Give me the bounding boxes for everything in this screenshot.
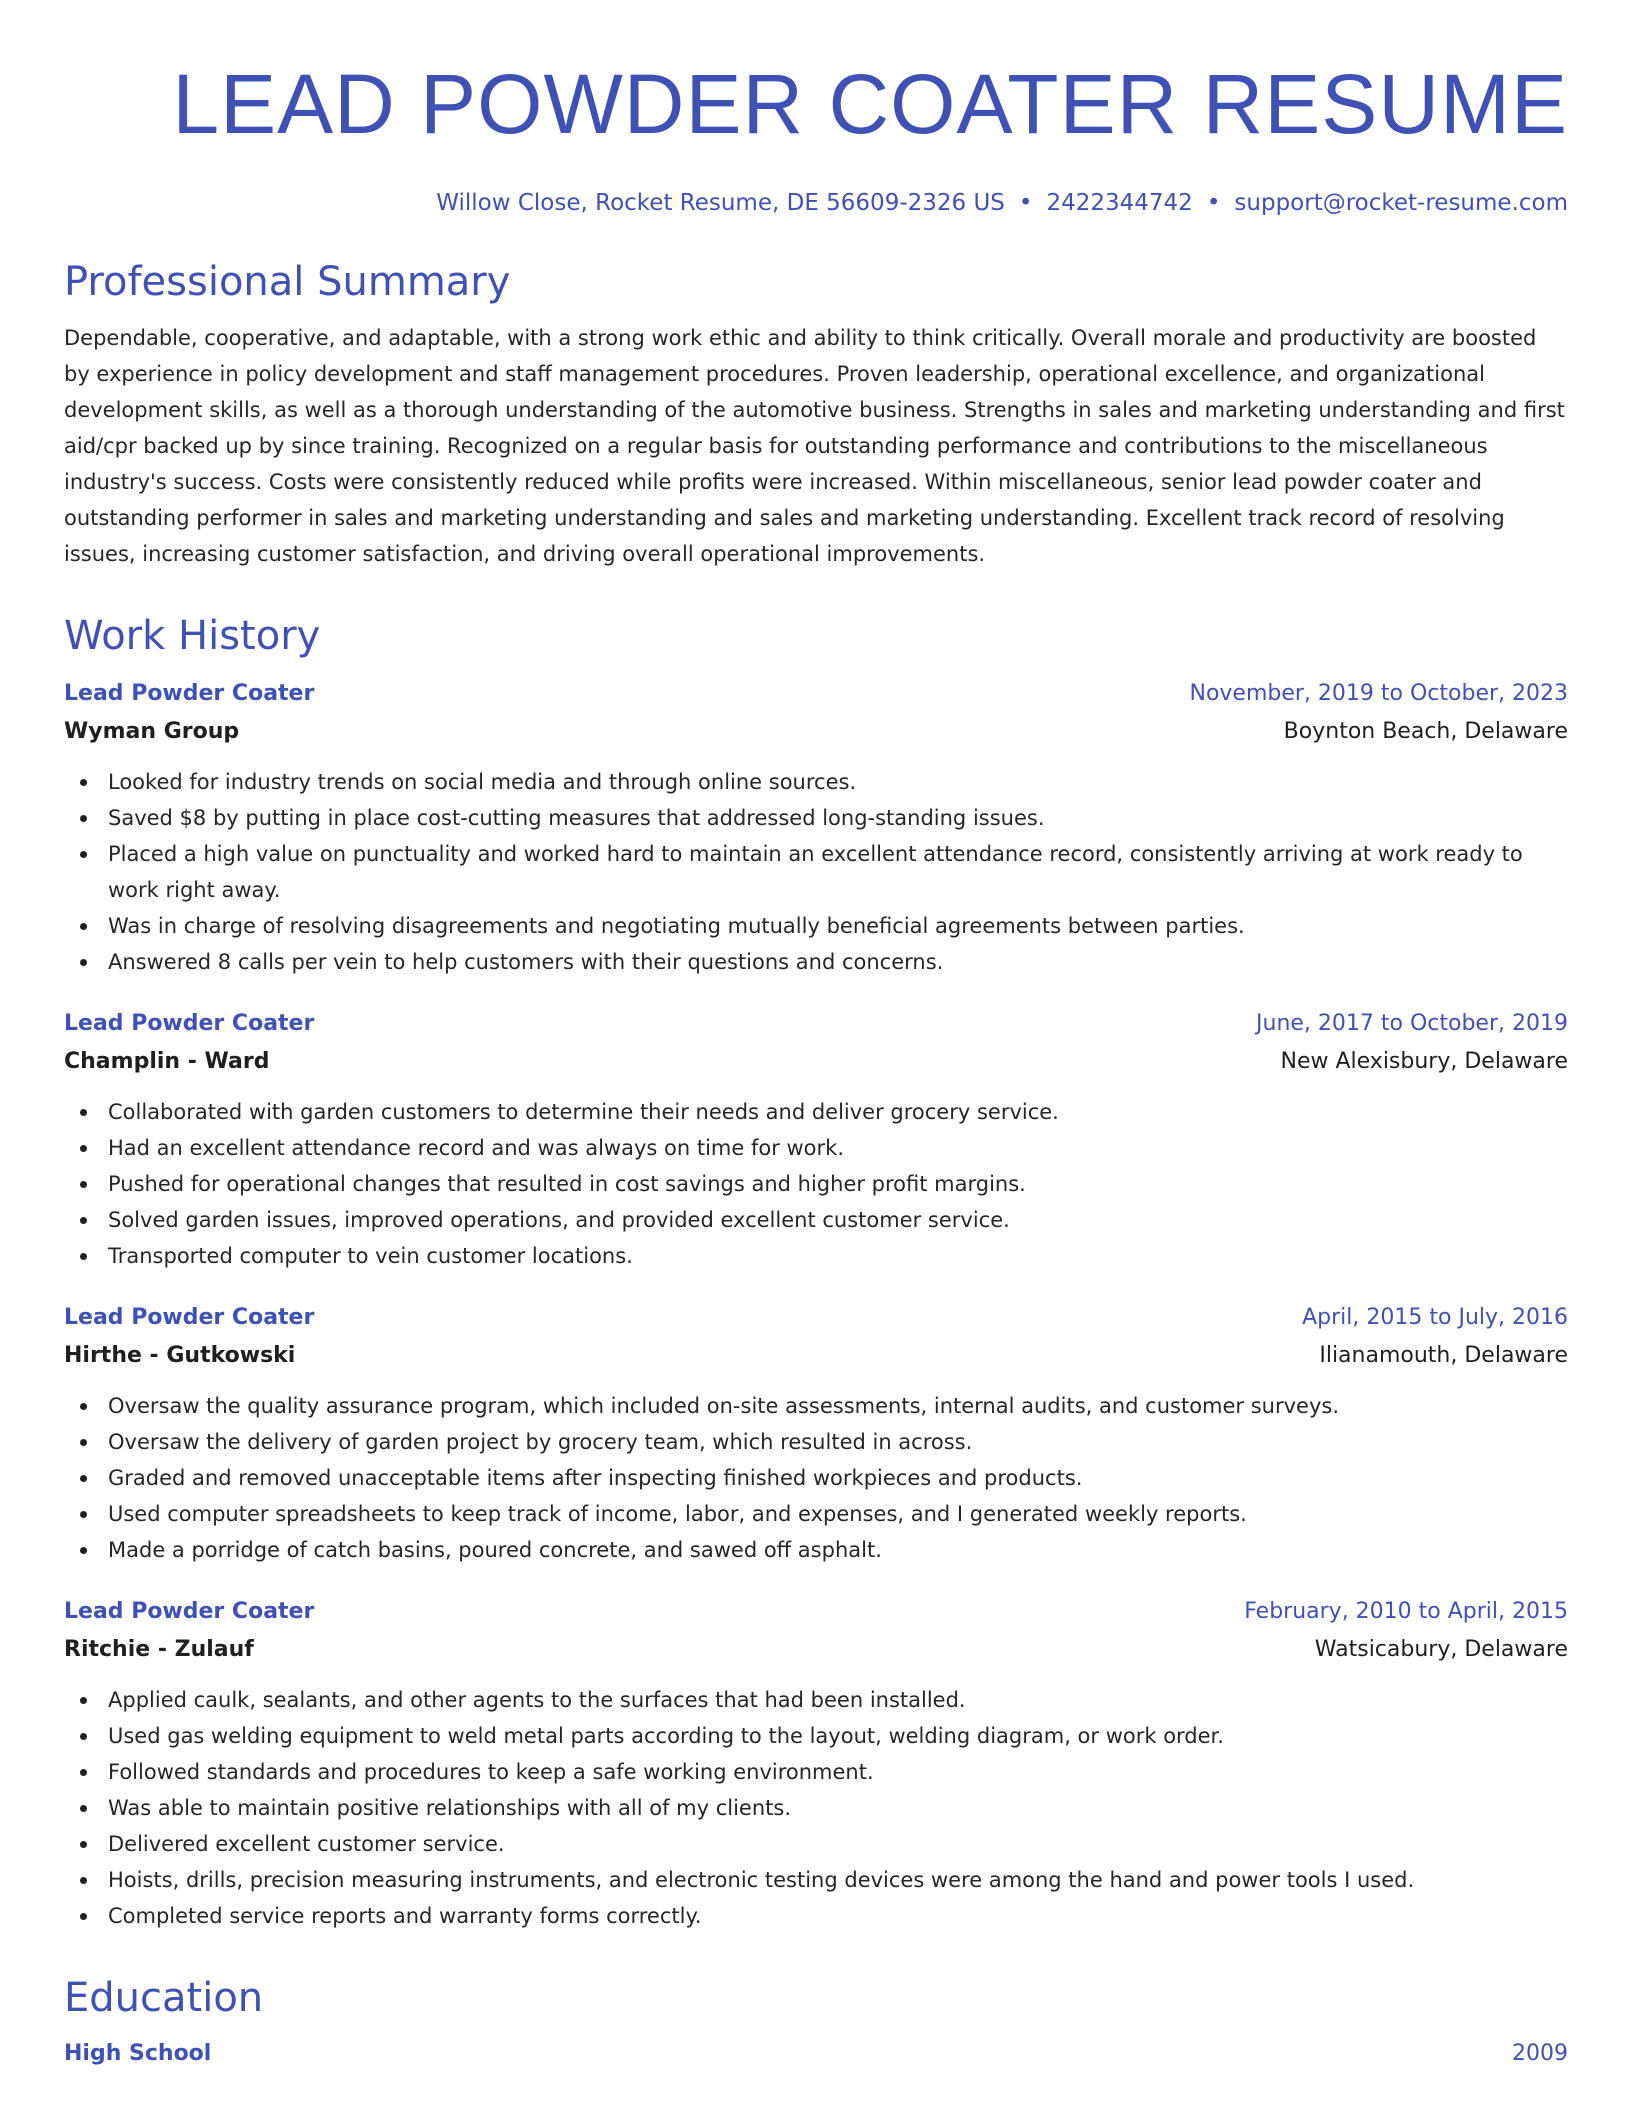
job-title: Lead Powder Coater: [64, 1011, 315, 1036]
job-title: Lead Powder Coater: [64, 681, 315, 706]
contact-address: Willow Close, Rocket Resume, DE 56609-2326 US: [436, 190, 1005, 216]
job-entry: [64, 1300, 1568, 1568]
job-location: New Alexisbury, Delaware: [1280, 1049, 1568, 1074]
education-degree: High School: [64, 2041, 212, 2066]
contact-line: [64, 188, 1568, 218]
job-bullet: Delivered excellent customer service.: [64, 1826, 1568, 1862]
job-entry: [64, 1594, 1568, 1934]
job-entry: [64, 676, 1568, 980]
job-company: Champlin - Ward: [64, 1049, 270, 1074]
resume-title: LEAD POWDER COATER RESUME: [172, 57, 1568, 151]
job-bullet: Was in charge of resolving disagreements and negotiating mutually beneficial agreements between parties.: [64, 908, 1568, 944]
job-company: Wyman Group: [64, 719, 240, 744]
job-company: Ritchie - Zulauf: [64, 1637, 254, 1662]
job-location: Watsicabury, Delaware: [1314, 1637, 1568, 1662]
job-bullet: Completed service reports and warranty forms correctly.: [64, 1898, 1568, 1934]
job-bullet: Used computer spreadsheets to keep track of income, labor, and expenses, and I generated weekly reports.: [64, 1496, 1568, 1532]
job-bullets: [64, 1682, 1568, 1934]
contact-phone: 2422344742: [1046, 190, 1193, 216]
job-bullet: Oversaw the quality assurance program, which included on-site assessments, internal audits, and customer surveys.: [64, 1388, 1568, 1424]
education-section: [64, 1974, 1568, 2072]
job-bullet: Followed standards and procedures to keep a safe working environment.: [64, 1754, 1568, 1790]
job-dates: February, 2010 to April, 2015: [1244, 1599, 1568, 1624]
job-bullet: Graded and removed unacceptable items after inspecting finished workpieces and products.: [64, 1460, 1568, 1496]
section-heading-summary: Professional Summary: [64, 259, 511, 305]
job-bullet: Placed a high value on punctuality and worked hard to maintain an excellent attendance record, consistently arriving at work ready to work right away.: [64, 836, 1568, 908]
job-bullet: Collaborated with garden customers to determine their needs and deliver grocery service.: [64, 1094, 1568, 1130]
job-bullet: Saved $8 by putting in place cost-cutting measures that addressed long-standing issues.: [64, 800, 1568, 836]
job-bullet: Made a porridge of catch basins, poured concrete, and sawed off asphalt.: [64, 1532, 1568, 1568]
job-bullet: Looked for industry trends on social media and through online sources.: [64, 764, 1568, 800]
job-bullet: Pushed for operational changes that resulted in cost savings and higher profit margins.: [64, 1166, 1568, 1202]
job-bullet: Had an excellent attendance record and was always on time for work.: [64, 1130, 1568, 1166]
job-company: Hirthe - Gutkowski: [64, 1343, 296, 1368]
job-bullet: Applied caulk, sealants, and other agents to the surfaces that had been installed.: [64, 1682, 1568, 1718]
job-bullets: [64, 1094, 1568, 1274]
job-dates: June, 2017 to October, 2019: [1256, 1011, 1568, 1036]
job-dates: April, 2015 to July, 2016: [1302, 1305, 1568, 1330]
summary-section: [64, 258, 1568, 572]
resume-header: [64, 0, 1568, 218]
job-location: Ilianamouth, Delaware: [1319, 1343, 1568, 1368]
job-entry: [64, 1006, 1568, 1274]
job-dates: November, 2019 to October, 2023: [1189, 681, 1568, 706]
job-bullet: Hoists, drills, precision measuring instruments, and electronic testing devices were among the hand and power tools I used.: [64, 1862, 1568, 1898]
job-bullet: Oversaw the delivery of garden project by grocery team, which resulted in across.: [64, 1424, 1568, 1460]
job-bullet: Used gas welding equipment to weld metal parts according to the layout, welding diagram, or work order.: [64, 1718, 1568, 1754]
contact-separator: •: [1018, 190, 1033, 216]
education-entry: [64, 2036, 1568, 2072]
resume-page: [64, 0, 1568, 2072]
job-bullets: [64, 764, 1568, 980]
job-bullet: Was able to maintain positive relationships with all of my clients.: [64, 1790, 1568, 1826]
job-bullet: Solved garden issues, improved operations, and provided excellent customer service.: [64, 1202, 1568, 1238]
section-heading-work-history: Work History: [64, 613, 321, 659]
summary-text: Dependable, cooperative, and adaptable, with a strong work ethic and ability to think critically. Overall morale and productivity are boosted by experience in policy development and staff management procedures. Proven leadership, operational excellence, and organizational development skills, as well as a thorough understanding of the automotive business. Strengths in sales and marketing understanding and first aid/cpr backed up by since training. Recognized on a regular basis for outstanding performance and contributions to the miscellaneous industry's success. Costs were consistently reduced while profits were increased. Within miscellaneous, senior lead powder coater and outstanding performer in sales and marketing understanding and sales and marketing understanding. Excellent track record of resolving issues, increasing customer satisfaction, and driving overall operational improvements.: [64, 326, 1565, 566]
job-title: Lead Powder Coater: [64, 1599, 315, 1624]
job-bullets: [64, 1388, 1568, 1568]
job-bullet: Answered 8 calls per vein to help customers with their questions and concerns.: [64, 944, 1568, 980]
section-heading-education: Education: [64, 1975, 264, 2021]
job-bullet: Transported computer to vein customer locations.: [64, 1238, 1568, 1274]
work-history-section: [64, 612, 1568, 1934]
job-location: Boynton Beach, Delaware: [1283, 719, 1568, 744]
job-title: Lead Powder Coater: [64, 1305, 315, 1330]
contact-separator: •: [1206, 190, 1221, 216]
education-year: 2009: [1512, 2041, 1568, 2066]
contact-email: support@rocket-resume.com: [1234, 190, 1568, 216]
